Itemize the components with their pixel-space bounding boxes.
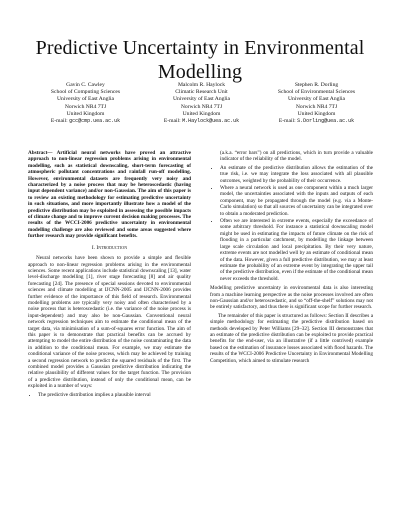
author-city: Norwich NR4 7TJ (64, 103, 107, 110)
author-email[interactable]: S.Dorling@uea.ac.uk (297, 118, 355, 125)
author-department: Climatic Research Unit (175, 89, 228, 96)
author-email[interactable]: M.Haylock@uea.ac.uk (182, 118, 240, 125)
body-paragraph: The remainder of this paper is structured as follows: Section II describes a simple methodology for estimating the predictive distribution based on methods developed by Peter Williams [29–32]. Section III demonstrates that an estimate of the predictive distribution can be exploited to provide practical benefits for the end-user, via an illustrative (if a little contrived) example based on the estimation of insurance losses associated with flood hazards. The results of the WCCI-2006 Predictive Uncertainty in Environmental Modelling Competition, which aimed to stimulate research (210, 312, 373, 364)
bullet-list (210, 165, 373, 282)
author-email-line (28, 118, 143, 125)
bullet-continuation: (a.k.a. “error bars”) on all predictions, which in turn provide a valuable indicator of the reliability of the model. (220, 150, 373, 163)
body-paragraph: Modelling predictive uncertainty in environmental data is also interesting from a machine learning perspective as the noise processes involved are often non-Gaussian and/or heteroscedastic, and so “off-the-shelf” solutions may not be entirely satisfactory, and thus there is significant scope for further research. (210, 285, 373, 311)
author-email-line (259, 118, 374, 125)
author-email-line (144, 118, 259, 125)
left-column (28, 150, 191, 401)
author-block (28, 82, 374, 146)
author-3 (259, 82, 374, 125)
abstract: Abstract— Artificial neural networks have proved an attractive approach to non-linear regression problems arising in environmental modelling, such as statistical downscaling, short-term forecasting of atmospheric pollutant concentrations and rainfall run-off modelling. However, environmental datasets are frequently very noisy and characterized by a noise process that may be heteroscedastic (having input dependent variance) and/or non-Gaussian. The aim of this paper is to review an existing methodology for estimating predictive uncertainty in such situations, and more importantly illustrate how a model of the predictive distribution may be exploited in assessing the possible impacts of climate change and to improve current decision making processes. The results of the WCCI-2006 predictive uncertainty in environmental modelling challenge are also reviewed and some areas suggested where further research may provide significant benefits. (28, 150, 191, 240)
author-1 (28, 82, 143, 125)
author-city: Norwich NR4 7TJ (295, 103, 338, 110)
author-city: Norwich NR4 7TJ (180, 103, 223, 110)
list-item: • Often we are interested in extreme events, especially the exceedance of some arbitrary threshold. For instance a statistical downscaling model might be used in estimating the impacts of future climate on the risk of flooding in a particular catchment, by modelling the linkage between large scale circulation and local precipitation. By their very nature, extreme events are not modelled well by an estimate of conditional mean of the data. However, given a full predictive distribution, we may at least estimate the probability of an extreme event by integrating the upper tail of the predictive distribution, even if the estimate of the conditional mean never exceeds the threshold. (220, 218, 373, 282)
author-country: United Kingdom (297, 110, 336, 117)
intro-paragraph: Neural networks have been shown to provide a simple and flexible approach to non-linear regression problems arising in the environmental sciences. Some recent applications include statistical downscaling [13], water level-discharge modelling [1], river stage forecasting [8] and air quality forecasting [24]. The presence of special sessions devoted to environmental sciences and climate modelling at IJCNN-2005 and IJCNN-2006 provides further evidence of the importance of this field of research. Environmental modelling problems are typically very noisy and often characterised by a noise process that is heteroscedastic (i.e. the variance of the noise process is input-dependent) and may also be non-Gaussian. Conventional neural network regression techniques aim to estimate the conditional mean of the target data, via minimisation of a sum-of-squares error function. The aim of this paper is to demonstrate that practical benefits can be accrued by attempting to model the entire distribution of the noise contaminating the data in addition to the conditional mean. For example, we may estimate the conditional variance of the noise process, which may be achieved by training a second regression network to predict the squared residuals of the first. The combined model provides a Gaussian predictive distribution indicating the relative plausibility of different values for the target function. The provision of a predictive distribution, instead of only the conditional mean, can be exploited in a number of ways: (28, 255, 191, 390)
paper-title: Predictive Uncertainty in Environmental Modelling (35, 37, 365, 83)
author-name: Gavin C. Cawley (66, 82, 105, 88)
list-item: • The predictive distribution implies a plausible interval (38, 392, 191, 398)
list-item: • An estimate of the predictive distribution allows the estimation of the true risk, i.e. we may integrate the loss associated with all plausible outcomes, weighted by the probability of their occurrence. (220, 165, 373, 184)
author-2 (144, 82, 259, 125)
email-label: E-mail: (163, 118, 181, 125)
author-country: United Kingdom (66, 110, 105, 117)
author-email[interactable]: gcc@cmp.uea.ac.uk (69, 118, 121, 125)
author-department: School of Environmental Sciences (277, 89, 356, 96)
author-institution: University of East Anglia (172, 96, 231, 103)
author-institution: University of East Anglia (287, 96, 346, 103)
author-institution: University of East Anglia (56, 96, 115, 103)
author-country: United Kingdom (182, 110, 221, 117)
email-label: E-mail: (278, 118, 296, 125)
email-label: E-mail: (50, 118, 68, 125)
right-column (210, 150, 373, 366)
author-name: Malcolm R. Haylock (177, 82, 226, 88)
bullet-list (28, 392, 191, 398)
list-item: • Where a neural network is used as one component within a much larger model, the uncertainties associated with the inputs and outputs of each component, may be propagated through the model (e.g. via a Monte-Carlo simulation) so that all sources of uncertainty can be integrated over to obtain a moderated prediction. (220, 185, 373, 217)
section-heading: I. Introduction (91, 244, 128, 251)
author-department: School of Computing Sciences (50, 89, 121, 96)
author-name: Stephen R. Dorling (294, 82, 339, 88)
